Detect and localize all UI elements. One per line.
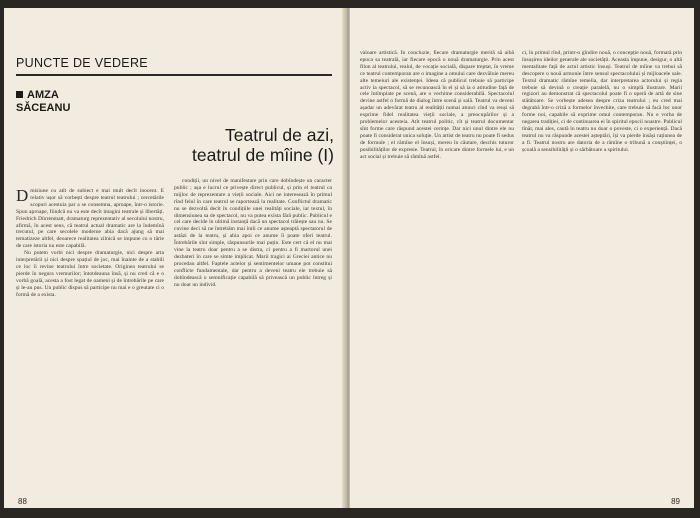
article-title [74, 125, 334, 165]
right-column-1 [360, 50, 514, 495]
page-number-left: 88 [18, 497, 27, 506]
author-last-name: SĂCEANU [16, 102, 71, 114]
bullet-square-icon [16, 91, 23, 98]
page-number-right: 89 [671, 497, 680, 506]
paragraph: valoare artistică. În concluzie, fiecare dramaturgie merită să aibă epoca sa teatrală, iar fiecare epocă o nouă dramaturgie. Prin acest filon al teatrului, realul, de vocație socială, dispare treptat, în vreme ce teatrul contemporan are o imagine a omului care dezvăluie mereu alte temeiuri ale existenței. Ideea că publicul trebuie să participe activ la spectacol, să se recunoască în el și să ia o atitudine față de cele întîmplate pe scenă, are o vechime considerabilă. Spectacolul devine astfel o formă de dialog între scenă și sală. Teatrul va deveni așadar un adevărat teatru al realității numai atunci cînd va reuși să exprime fidel realitatea vieții sociale, a preocupărilor și a problemelor acesteia. Atît teatrul politic, cît și teatrul documentar sînt forme care răspund acestei cerințe. Dar nici unul dintre ele nu poate fi considerat unica soluție. Un artist de teatru nu poate fi sedus de formule ; el rămîne el însuși, mereu în căutare, deschis tuturor posibilităților de expresie. Teatrul, în oricare dintre formele lui, e un act social și trebuie să rămînă astfel. [360, 50, 514, 160]
section-divider [16, 74, 332, 76]
right-column-2 [522, 50, 682, 495]
paragraph: misiune cu atît de subiect e mai mult decît inocent. E relativ ușor să vorbești despre teatrul teatrului ; cercetările scopuri acestuia par a se consemna, aproape, într-o istorie. Spun aproape, fiindcă nu va este decît imagini teatrale și libertăți. Friedrich Dürrenmatt, dramaturg reprezentativ al secolului nostru, afirmă, în acest sens, că teatrul actual dramatic are la îndemînă trecutul, pe care secolele moderne abia dacă ajung să mai tematizeze altfel, deoarece realitatea zilnică se impune cu o tărie de care istoria nu este capabilă. [16, 188, 164, 250]
drop-cap: D [16, 188, 29, 205]
author-first-name: AMZA [27, 89, 59, 101]
left-page [4, 8, 346, 508]
paragraph: ci, în primul rînd, printr-o gîndire nouă, o concepție nouă, formată prin însușirea ideilor generale ale societății. Aceasta impune, desigur, o altă mentalitate față de actul artistic însuși. Teatrul de mîine va trebui să descopere o nouă armonie între sensul spectacolului și mijloacele sale. Textul dramatic rămîne temelia, dar interpretarea actorului și regia trebuie să devină o creație paralelă, nu o simplă ilustrare. Marii regizori au demonstrat că spectacolul poate fi o operă de artă de sine stătătoare. Se vorbește adesea despre criza teatrului ; eu cred mai degrabă într-o criză a formelor învechite, care trebuie să facă loc unor forme noi, capabile să exprime omul contemporan. Nu e vorba de negarea tradiției, ci de continuarea ei în spiritul epocii noastre. Publicul tînăr, mai ales, caută în teatru nu doar o poveste, ci o experiență. Dacă teatrul nu va răspunde acestei așteptări, își va pierde însăși rațiunea de a fi. Teatrul nostru are datoria de a rămîne o tribună a conștiinței, o școală a sensibilității și o sărbătoare a spiritului. [522, 50, 682, 153]
left-column-2 [174, 178, 332, 495]
article-title-line2: teatrul de mîine (I) [192, 145, 334, 165]
section-heading: PUNCTE DE VEDERE [16, 56, 148, 70]
paragraph: Nu putem vorbi nici despre dramaturgie, nici despre arta interpretării și nici despre spațiul de joc, mai înainte de a stabili ce loc îi revine teatrului între societate. Originea teatrului se pierde în negura vremurilor; întotdeauna însă, și nu cred că e o vorbă goală, acesta a fost legat de oameni și de întrebările pe care și le-au pus. Un public dispus să participe nu mai e o greutate ci o formă de a exista. [16, 250, 164, 298]
article-title-line1: Teatrul de azi, [225, 125, 334, 145]
paragraph: condiții, un nivel de manifestare prin care dobîndește un caracter public ; așa e lucrul ce privește direct publicul, și prin el teatrul ca mijloc de reprezentare a vieții sociale. Aici ne interesează în primul rînd felul în care teatrul se raportează la realitate. Conflictul dramatic nu se dezvoltă decît în condițiile unei realități sociale, iar textul, în dimensiunea sa de spectacol, nu va putea exista fără public. Publicul e cel care decide în ultimă instanță dacă un spectacol trăiește sau nu. Se cuvine deci să ne întrebăm mai întîi ce anume așteaptă spectatorul de astăzi de la teatru, și abia apoi ce anume îi poate oferi teatrul. Întrebările sînt simple, răspunsurile mai puțin. Este cert că el nu mai vine la teatru doar pentru a se distra, ci pentru a fi martorul unei dezbateri în care se simte implicat. Marii tragici ai Greciei antice nu procedau altfel. Faptele actelor și sentimentelor umane pot constitui conflicte fundamentale, dar pentru a deveni teatru ele trebuie să dobîndească o semnificație capabilă să privească un public întreg și nu doar un individ. [174, 178, 332, 288]
right-page [350, 8, 694, 508]
author-name [16, 89, 70, 115]
left-column-1 [16, 188, 164, 495]
